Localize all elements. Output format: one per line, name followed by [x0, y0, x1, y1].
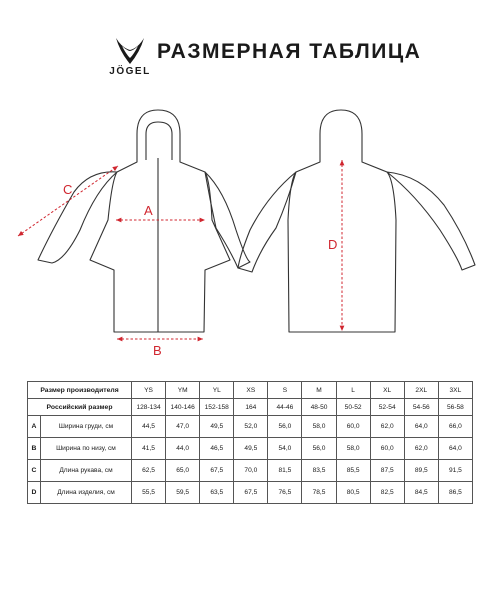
row-letter: C — [28, 460, 41, 482]
value-cell: 83,5 — [302, 460, 336, 482]
value-cell: 58,0 — [336, 438, 370, 460]
size-cell: 3XL — [438, 382, 472, 399]
value-cell: 52,0 — [234, 416, 268, 438]
size-cell: YL — [200, 382, 234, 399]
value-cell: 46,5 — [200, 438, 234, 460]
front-left-sleeve — [38, 172, 117, 263]
size-cell: L — [336, 382, 370, 399]
table-row — [28, 416, 473, 438]
value-cell: 63,5 — [200, 482, 234, 504]
size-label: Размер производителя — [28, 382, 132, 399]
front-hood-inner — [146, 122, 172, 160]
size-cell: M — [302, 382, 336, 399]
value-cell: 70,0 — [234, 460, 268, 482]
value-cell: 62,5 — [132, 460, 166, 482]
measure-c-label: C — [63, 182, 73, 197]
value-cell: 81,5 — [268, 460, 302, 482]
row-name: Ширина груди, см — [41, 416, 132, 438]
value-cell: 62,0 — [404, 438, 438, 460]
table-row — [28, 438, 473, 460]
russian-size-cell: 48-50 — [302, 399, 336, 416]
value-cell: 44,0 — [166, 438, 200, 460]
russian-size-row — [28, 399, 473, 416]
table-row — [28, 460, 473, 482]
russian-size-cell: 44-46 — [268, 399, 302, 416]
value-cell: 56,0 — [268, 416, 302, 438]
jogel-logo-icon — [108, 36, 152, 86]
value-cell: 65,0 — [166, 460, 200, 482]
value-cell: 49,5 — [234, 438, 268, 460]
row-name: Ширина по низу, см — [41, 438, 132, 460]
value-cell: 55,5 — [132, 482, 166, 504]
russian-size-cell: 164 — [234, 399, 268, 416]
measure-d-label: D — [328, 237, 338, 252]
front-jacket-outline — [90, 110, 230, 332]
russian-size-cell: 54-56 — [404, 399, 438, 416]
value-cell: 56,0 — [302, 438, 336, 460]
value-cell: 85,5 — [336, 460, 370, 482]
size-cell: XS — [234, 382, 268, 399]
size-table — [27, 381, 473, 504]
page-title: РАЗМЕРНАЯ ТАБЛИЦА — [157, 40, 422, 63]
value-cell: 41,5 — [132, 438, 166, 460]
value-cell: 91,5 — [438, 460, 472, 482]
russian-size-cell: 152-158 — [200, 399, 234, 416]
measure-c-line — [18, 166, 118, 236]
russian-size-cell: 52-54 — [370, 399, 404, 416]
row-letter: A — [28, 416, 41, 438]
jacket-drawing — [0, 100, 499, 365]
value-cell: 67,5 — [200, 460, 234, 482]
russian-label: Российский размер — [28, 399, 132, 416]
value-cell: 64,0 — [438, 438, 472, 460]
row-name: Длина рукава, см — [41, 460, 132, 482]
size-cell: 2XL — [404, 382, 438, 399]
value-cell: 64,0 — [404, 416, 438, 438]
value-cell: 62,0 — [370, 416, 404, 438]
value-cell: 76,5 — [268, 482, 302, 504]
size-cell: YS — [132, 382, 166, 399]
size-cell: XL — [370, 382, 404, 399]
value-cell: 66,0 — [438, 416, 472, 438]
value-cell: 67,5 — [234, 482, 268, 504]
row-name: Длина изделия, см — [41, 482, 132, 504]
size-cell: YM — [166, 382, 200, 399]
russian-size-cell: 50-52 — [336, 399, 370, 416]
value-cell: 89,5 — [404, 460, 438, 482]
value-cell: 60,0 — [336, 416, 370, 438]
russian-size-cell: 140-146 — [166, 399, 200, 416]
size-cell: S — [268, 382, 302, 399]
size-header-row — [28, 382, 473, 399]
row-letter: D — [28, 482, 41, 504]
value-cell: 84,5 — [404, 482, 438, 504]
table-row — [28, 482, 473, 504]
value-cell: 47,0 — [166, 416, 200, 438]
value-cell: 87,5 — [370, 460, 404, 482]
measure-a-label: A — [144, 203, 153, 218]
value-cell: 86,5 — [438, 482, 472, 504]
value-cell: 78,5 — [302, 482, 336, 504]
back-right-sleeve — [387, 172, 475, 270]
value-cell: 44,5 — [132, 416, 166, 438]
value-cell: 59,5 — [166, 482, 200, 504]
value-cell: 49,5 — [200, 416, 234, 438]
value-cell: 54,0 — [268, 438, 302, 460]
value-cell: 82,5 — [370, 482, 404, 504]
value-cell: 58,0 — [302, 416, 336, 438]
brand-name: JÖGEL — [109, 66, 151, 77]
value-cell: 80,5 — [336, 482, 370, 504]
row-letter: B — [28, 438, 41, 460]
russian-size-cell: 128-134 — [132, 399, 166, 416]
value-cell: 60,0 — [370, 438, 404, 460]
measure-b-label: B — [153, 343, 162, 358]
russian-size-cell: 56-58 — [438, 399, 472, 416]
